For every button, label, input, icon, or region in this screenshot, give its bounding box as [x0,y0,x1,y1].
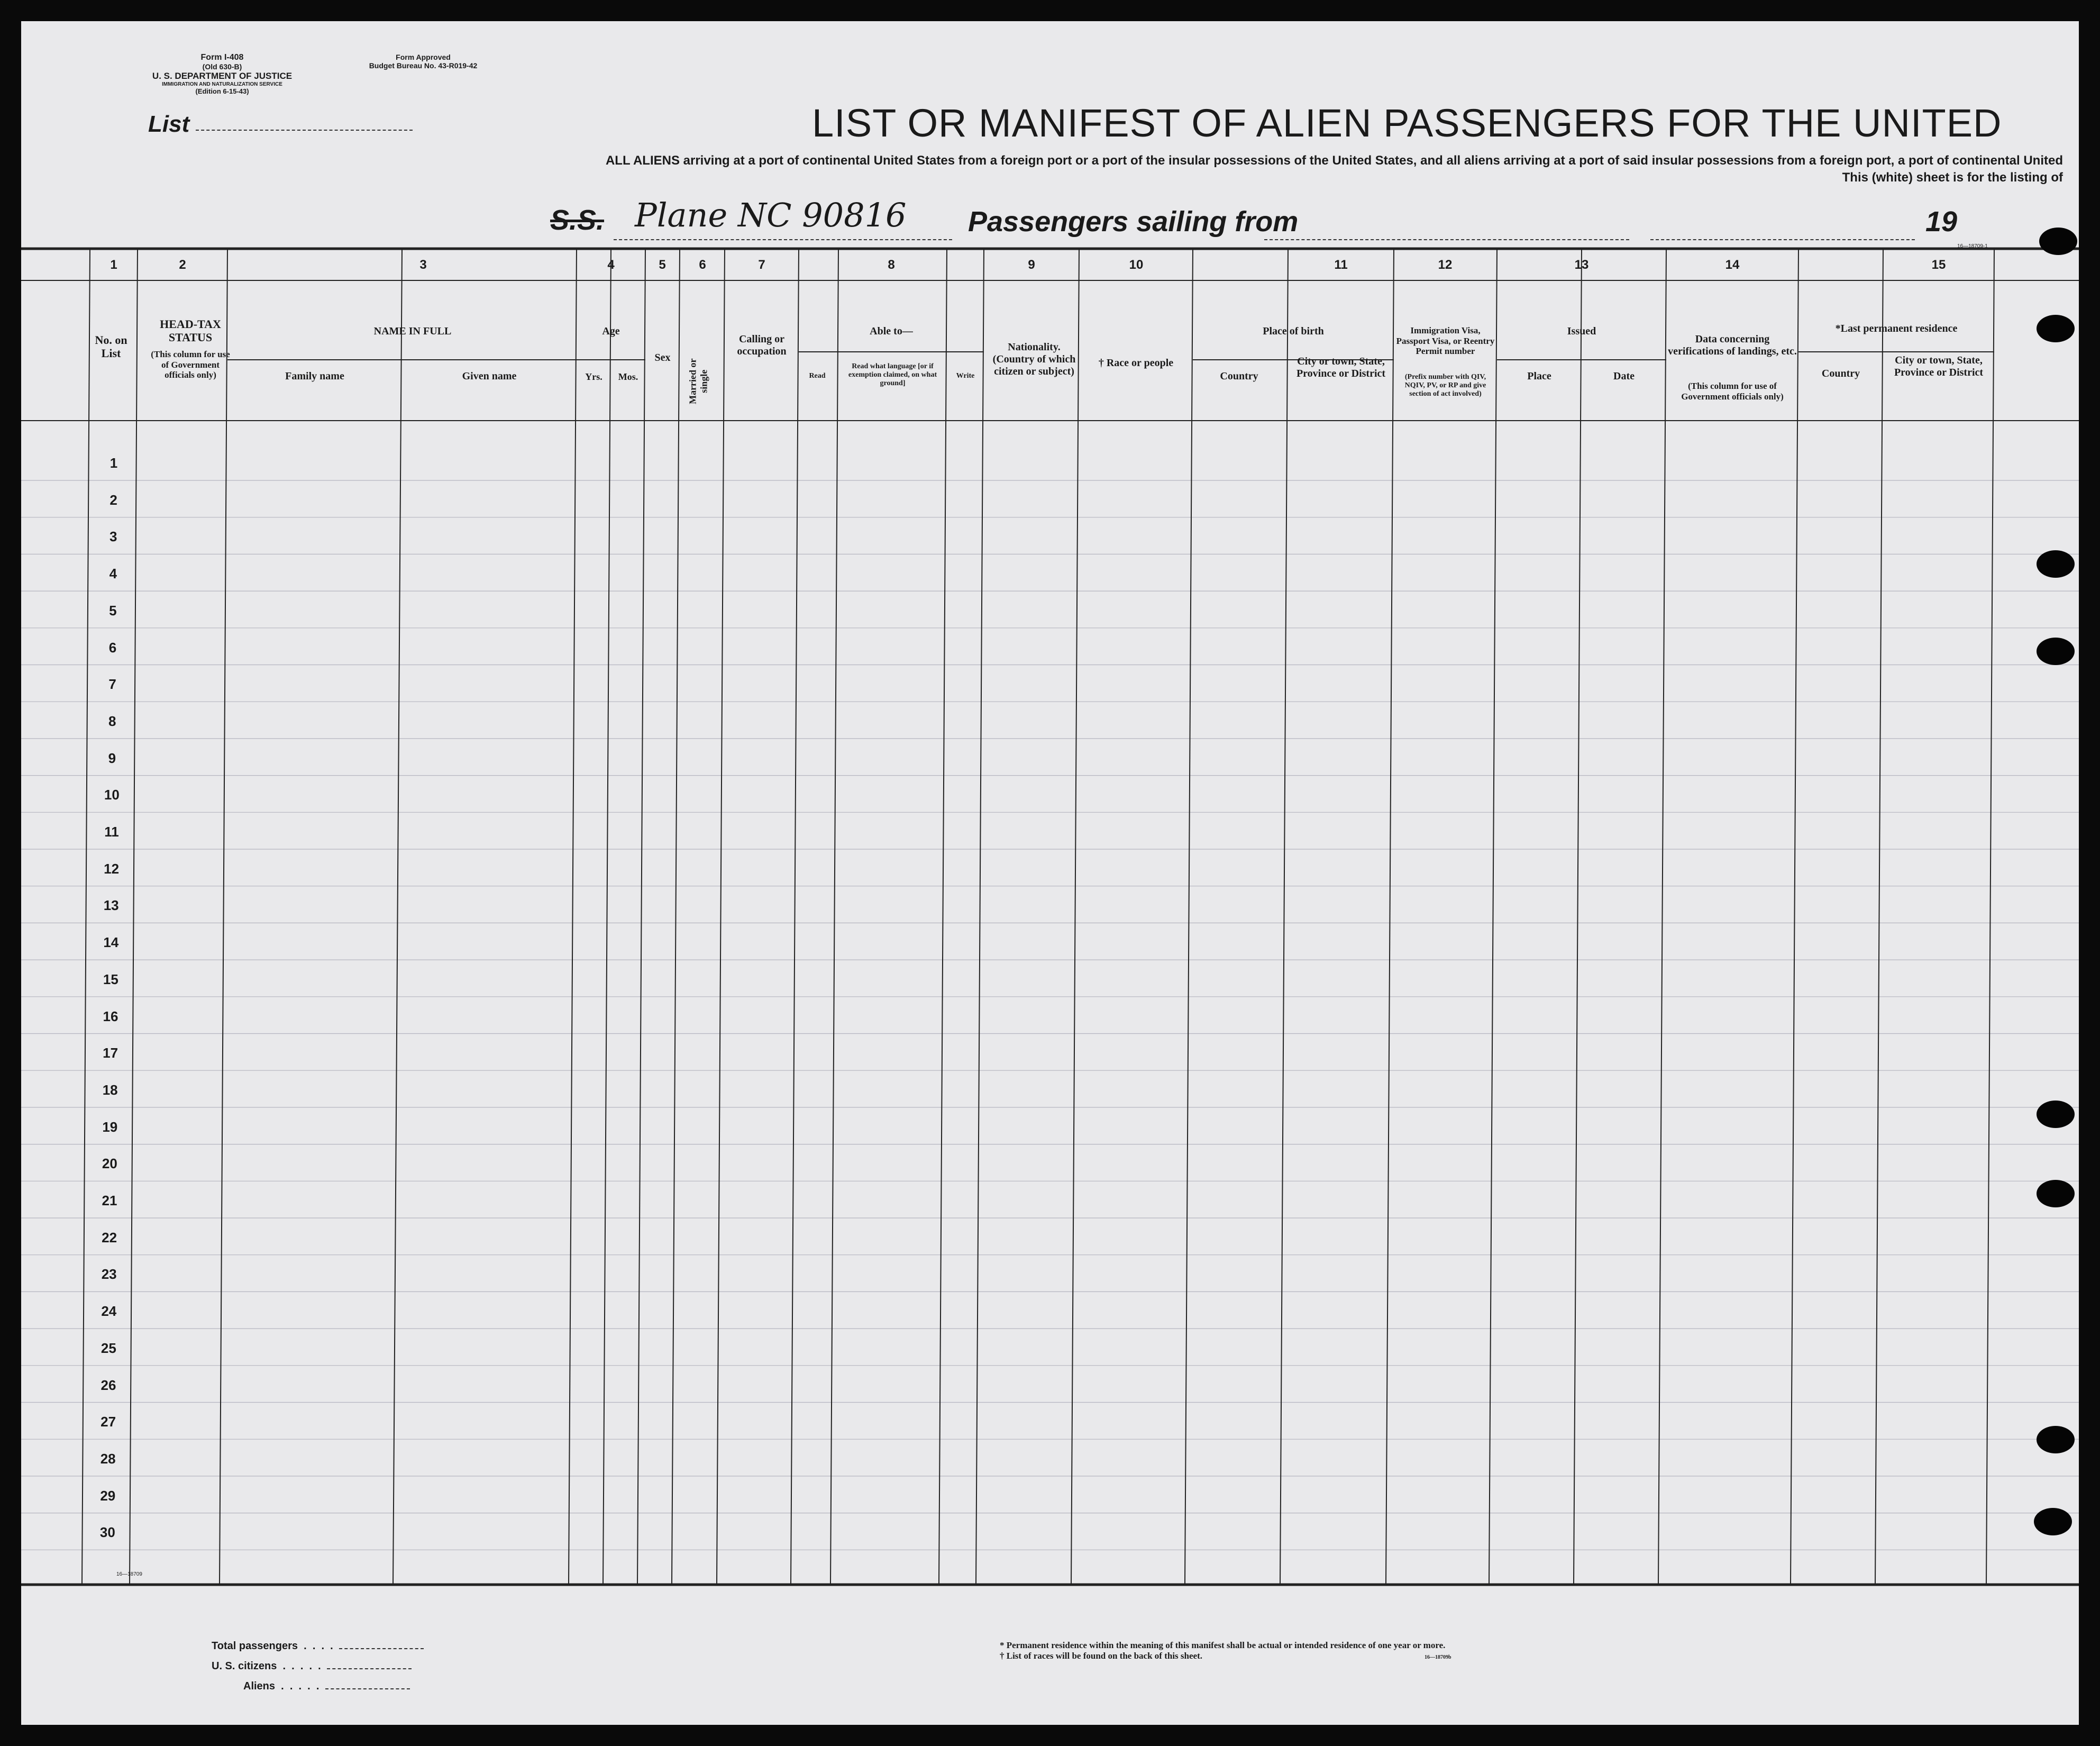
subtitle-line-1: ALL ALIENS arriving at a port of continental United States from a foreign port or a port of the insular possessions of the United States, and all aliens arriving at a port of said insular possessions from a foreign port, a port of continental United [605,153,2063,168]
column-number: 15 [1931,258,1946,272]
column-number: 10 [1129,258,1144,272]
footnote-code: 16—18709b [1424,1654,1451,1660]
row-number: 28 [100,1450,116,1467]
budget-bureau-text: Budget Bureau No. 43-R019-42 [369,61,478,70]
row-number: 3 [109,529,117,545]
column-number: 13 [1574,258,1589,272]
form-code-top: 16—18709-1 [1957,243,1988,249]
punch-hole [2034,1508,2072,1535]
header-race: † Race or people [1098,357,1174,369]
column-number: 14 [1725,258,1740,272]
column-divider [1280,249,1288,1585]
row-number: 25 [101,1340,116,1356]
column-divider [976,249,984,1585]
row-number: 8 [108,713,116,729]
punch-hole [2039,228,2077,255]
row-number: 2 [109,492,117,508]
header-no-on-list: No. on List [95,333,127,360]
sailing-from-label: Passengers sailing from [968,206,1299,238]
header-given-name: Given name [462,370,517,382]
column-number: 5 [659,258,666,272]
column-number: 1 [110,258,117,272]
column-divider [603,249,611,1585]
row-number: 24 [101,1303,117,1320]
header-issued: Issued [1567,325,1596,337]
header-family-name: Family name [285,370,344,382]
column-divider [1658,249,1666,1585]
punch-hole [2037,638,2075,665]
row-number: 27 [101,1414,116,1430]
column-divider [1185,249,1193,1585]
column-number: 3 [419,258,427,272]
header-last-residence: *Last permanent residence [1835,323,1958,334]
row-number: 7 [108,676,116,693]
column-number: 9 [1028,258,1035,272]
row-number: 16 [103,1008,118,1024]
header-read: Read [809,372,826,380]
footnote-star: * Permanent residence within the meaning of this manifest shall be actual or intended residence of one year or more. [1000,1640,1446,1650]
column-number: 11 [1334,258,1348,272]
subtitle-line-2: This (white) sheet is for the listing of [1842,170,2063,185]
column-divider [637,249,645,1585]
row-number: 18 [102,1081,118,1098]
column-divider [1071,249,1079,1585]
header-res-country: Country [1821,368,1860,379]
header-sex: Sex [654,352,671,363]
row-number: 29 [100,1487,116,1504]
header-res-city: City or town, State, Province or District [1894,354,1984,378]
header-place-of-birth: Place of birth [1263,325,1324,337]
form-code-bottom-left: 16—18709 [116,1571,142,1577]
row-number: 14 [103,934,119,951]
row-number: 19 [102,1118,118,1135]
column-divider [791,249,799,1585]
row-number: 20 [102,1156,117,1172]
header-able-to: Able to— [870,325,913,337]
punch-hole [2037,1426,2075,1453]
row-number: 11 [104,824,119,840]
header-data-concerning: Data concerning verifications of landings, etc. [1668,333,1797,357]
header-head-tax-note: (This column for use of Government officials only) [151,349,230,380]
header-read-language: Read what language [or if exemption claimed, on what ground] [848,362,937,388]
row-number: 23 [101,1266,117,1283]
column-number: 2 [179,258,186,272]
form-approved-text: Form Approved [396,53,451,61]
row-number: 12 [104,860,120,877]
row-number: 26 [101,1377,116,1393]
header-visa: Immigration Visa, Passport Visa, or Reentry Permit number [1396,325,1495,357]
header-birth-city: City or town, State, Province or District [1296,356,1386,379]
us-citizens-label: U. S. citizens [212,1660,277,1672]
row-number: 17 [103,1045,118,1061]
column-divider [393,249,402,1585]
column-divider [717,249,725,1585]
row-number: 4 [109,566,117,582]
column-number: 12 [1438,258,1453,272]
row-number: 1 [109,455,118,471]
vessel-name-handwritten: Plane NC 90816 [635,196,907,234]
footnote-dagger [1000,1651,1451,1661]
column-divider [830,249,838,1585]
header-data-note: (This column for use of Government officials only) [1681,381,1784,402]
header-birth-country: Country [1220,370,1258,382]
header-married: Married or single [687,358,709,404]
row-number: 13 [103,897,119,914]
punch-hole [2037,315,2075,342]
year-prefix: 19 [1925,206,1958,238]
column-divider [1386,249,1394,1585]
column-divider [82,249,90,1585]
column-number: 4 [607,258,615,272]
row-number: 10 [104,787,120,803]
punch-hole [2037,1101,2075,1128]
service: IMMIGRATION AND NATURALIZATION SERVICE [162,81,282,88]
column-divider [220,249,227,1585]
total-passengers-label: Total passengers [212,1640,298,1652]
column-divider [569,249,577,1585]
row-number: 22 [102,1229,117,1245]
row-number: 30 [99,1524,115,1541]
list-label: List [148,111,190,137]
header-visa-note: (Prefix number with QIV, NQIV, PV, or RP and give section of act involved) [1404,373,1486,398]
us-citizens-field[interactable] [327,1668,412,1669]
footnotes [1000,1640,1451,1661]
column-divider [1489,249,1497,1585]
column-divider [1574,249,1582,1585]
aliens-label: Aliens [243,1680,276,1692]
column-divider [672,249,680,1585]
form-number: Form I-408 [200,53,244,62]
footnote-dagger-text: † List of races will be found on the back of this sheet. [1000,1651,1202,1661]
punch-hole [2037,550,2075,578]
column-number: 7 [758,258,765,272]
page-title: LIST OR MANIFEST OF ALIEN PASSENGERS FOR THE UNITED [812,101,2002,145]
header-age: Age [602,325,620,337]
header-name-in-full: NAME IN FULL [373,325,452,337]
total-passengers-field[interactable] [339,1648,424,1649]
row-number: 6 [108,639,117,656]
column-divider [130,249,138,1585]
department: U. S. DEPARTMENT OF JUSTICE [152,71,293,81]
vessel-prefix: S.S. [550,204,605,236]
header-mos: Mos. [618,371,638,382]
edition: (Edition 6-15-43) [195,87,249,95]
header-issued-place: Place [1527,370,1551,382]
header-calling: Calling or occupation [737,333,787,357]
column-divider [1986,249,1994,1585]
column-divider [1875,249,1883,1585]
column-divider [1791,249,1798,1585]
header-head-tax: HEAD-TAX STATUS [160,317,221,344]
row-number: 9 [108,750,116,766]
header-issued-date: Date [1613,370,1635,382]
row-number: 5 [109,602,117,619]
form-old-number: (Old 630-B) [202,62,242,71]
totals-block: Total passengers . . . . U. S. citizens . . . . . Aliens . . . . . [212,1640,424,1700]
header-write: Write [956,372,975,380]
column-number: 8 [888,258,895,272]
row-number: 15 [103,971,118,987]
column-number: 6 [699,258,706,272]
header-yrs: Yrs. [585,371,602,382]
punch-hole [2037,1180,2075,1207]
column-divider [939,249,947,1585]
header-nationality: Nationality. (Country of which citizen or subject) [992,341,1076,377]
manifest-grid [21,21,2079,1725]
row-number: 21 [102,1193,117,1208]
manifest-sheet [21,21,2079,1725]
aliens-field[interactable] [325,1688,410,1689]
